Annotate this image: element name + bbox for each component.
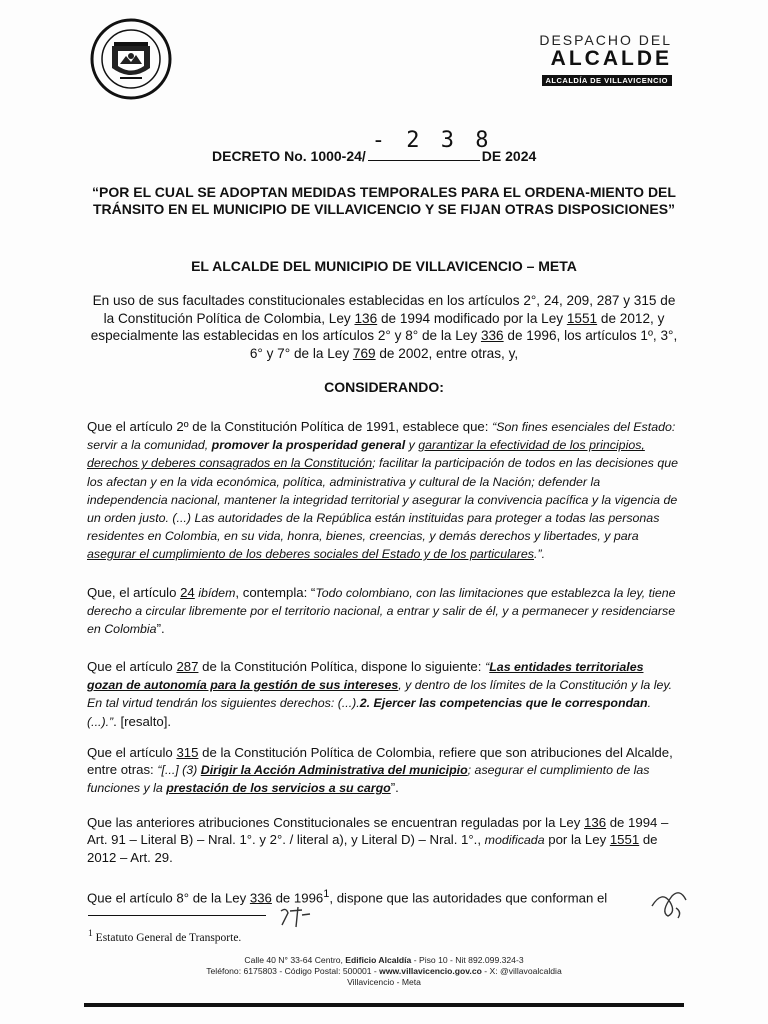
footer-contact: Teléfono: 6175803 - Código Postal: 500001 - www.villavicencio.gov.co - X: @villavoalcaldia	[206, 966, 562, 976]
footnote-divider	[88, 915, 266, 916]
decree-number-handwritten: - 2 3 8	[371, 128, 493, 153]
decree-prefix: DECRETO No. 1000-24/	[212, 148, 366, 164]
decree-suffix: DE 2024	[481, 148, 537, 164]
footnote: $^1$ Estatuto General de Transporte.	[88, 928, 242, 944]
paragraph-ley-336: Que el artículo 8° de la Ley 336 de 1996$^1$, dispone que las autoridades que conforman el	[87, 888, 608, 906]
footer-address: Calle 40 N° 33-64 Centro, Edificio Alcaldía - Piso 10 - Nit 892.099.324-3	[244, 955, 524, 965]
footer-bar	[84, 1003, 684, 1007]
brand-line-2: ALCALDE	[550, 47, 672, 70]
paragraph-article-315: Que el artículo 315 de la Constitución Política de Colombia, refiere que son atribuciones del Alcalde, entre otras: “[...] (3) Dirigir la Acción Administrativa del municipio; asegurar el cumplimiento de las funciones y la prestación de los servicios a su cargo”.	[87, 745, 673, 796]
brand-line-1: DESPACHO DEL	[539, 32, 672, 48]
office-brand	[539, 32, 672, 88]
page-footer	[0, 955, 768, 988]
intro-paragraph: En uso de sus facultades constitucionales establecidas en los artículos 2°, 24, 209, 287 y 315 de la Constitución Política de Colombia, Ley 136 de 1994 modificado por la Ley 1551 de 2012, y especialmente las establecidas en los artículos 2° y 8° de la Ley 336 de 1996, los artículos 1º, 3°, 6° y 7° de la Ley 769 de 2002, entre otras, y,	[90, 293, 678, 361]
paragraph-article-2: Que el artículo 2º de la Constitución Política de 1991, establece que: “Son fines esenciales del Estado: servir a la comunidad, promover la prosperidad general y garantizar la efectividad de los principios, derechos y deberes consagrados en la Constitución; facilitar la participación de todos en las decisiones que los afectan y en la vida económica, política, administrativa y cultural de la Nación; defender la independencia nacional, mantener la integridad territorial y asegurar la convivencia pacífica y la vigencia de un orden justo. (...) Las autoridades de la República están instituidas para proteger a todas las personas residentes en Colombia, en su vida, honra, bienes, creencias, y demás derechos y libertades, y para asegurar el cumplimiento de los deberes sociales del Estado y de los particulares.”.	[87, 419, 678, 562]
considerando-heading: CONSIDERANDO:	[324, 379, 444, 395]
paragraph-ley-136: Que las anteriores atribuciones Constitucionales se encuentran reguladas por la Ley 136 de 1994 – Art. 91 – Literal B) – Nral. 1°. y 2°. / literal a), y Literal D) – Nral. 1°., modificada por la Ley 1551 de 2012 – Art. 29.	[87, 815, 669, 866]
decree-number-line	[212, 128, 537, 164]
decree-number-blank	[368, 128, 493, 161]
paragraph-article-287: Que el artículo 287 de la Constitución Política, dispone lo siguiente: “Las entidades territoriales gozan de autonomía para la gestión de sus intereses, y dentro de los límites de la Constitución y la ley. En tal virtud tendrán los siguientes derechos: (...).2. Ejercer las competencias que le correspondan. (...).”. [resalto].	[87, 659, 673, 729]
footer-city: Villavicencio - Meta	[347, 977, 421, 987]
paragraph-article-24: Que, el artículo 24 ibídem, contempla: “Todo colombiano, con las limitaciones que establezca la ley, tiene derecho a circular libremente por el territorio nacional, a entrar y salir de él, y a permanecer y residenciarse en Colombia”.	[87, 585, 676, 637]
handwritten-initials	[278, 905, 318, 929]
municipal-seal-logo	[90, 18, 172, 100]
margin-handwritten-mark	[648, 882, 690, 922]
brand-line-3: ALCALDÍA DE VILLAVICENCIO	[542, 75, 673, 86]
decree-title: “POR EL CUAL SE ADOPTAN MEDIDAS TEMPORALES PARA EL ORDENA-MIENTO DEL TRÁNSITO EN EL MUNICIPIO DE VILLAVICENCIO Y SE FIJAN OTRAS DISPOSICIONES”	[92, 184, 676, 217]
mayor-heading: EL ALCALDE DEL MUNICIPIO DE VILLAVICENCIO – META	[191, 258, 577, 274]
